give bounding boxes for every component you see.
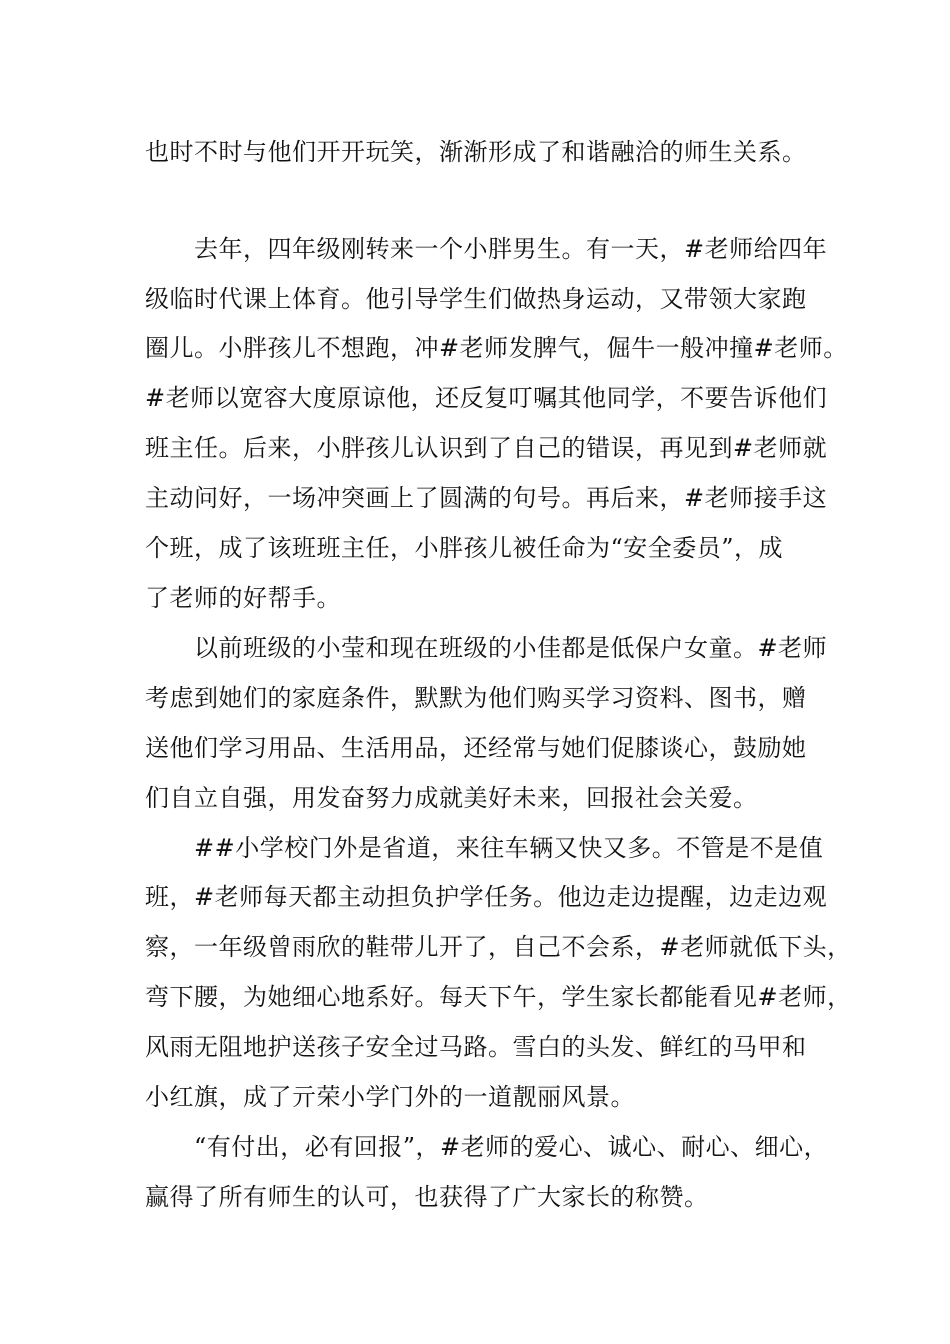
text-line: “有付出，必有回报”，#老师的爱心、诚心、耐心、细心， — [145, 1133, 829, 1161]
text-line: 们自立自强，用发奋努力成就美好未来，回报社会关爱。 — [145, 784, 758, 812]
text-line: 了老师的好帮手。 — [145, 584, 341, 612]
text-line: 小红旗，成了亓荣小学门外的一道靓丽风景。 — [145, 1083, 635, 1111]
text-line: 主动问好，一场冲突画上了圆满的句号。再后来，#老师接手这 — [145, 484, 828, 512]
text-line: 赢得了所有师生的认可，也获得了广大家长的称赞。 — [145, 1183, 709, 1211]
text-line: 弯下腰，为她细心地系好。每天下午，学生家长都能看见#老师， — [145, 983, 852, 1011]
text-line: 察，一年级曾雨欣的鞋带儿开了，自己不会系，#老师就低下头， — [145, 933, 852, 961]
text-line: 也时不时与他们开开玩笑，渐渐形成了和谐融洽的师生关系。 — [145, 138, 807, 166]
text-line: 风雨无阻地护送孩子安全过马路。雪白的头发、鲜红的马甲和 — [145, 1033, 807, 1061]
text-line: 去年，四年级刚转来一个小胖男生。有一天，#老师给四年 — [145, 235, 828, 263]
text-line: 级临时代课上体育。他引导学生们做热身运动，又带领大家跑 — [145, 285, 807, 313]
text-line: 班，#老师每天都主动担负护学任务。他边走边提醒，边走边观 — [145, 883, 828, 911]
text-line: 送他们学习用品、生活用品，还经常与她们促膝谈心，鼓励她 — [145, 734, 807, 762]
text-line: 圈儿。小胖孩儿不想跑，冲#老师发脾气，倔牛一般冲撞#老师。 — [145, 334, 848, 362]
text-line: 以前班级的小莹和现在班级的小佳都是低保户女童。#老师 — [145, 634, 828, 662]
text-line: #老师以宽容大度原谅他，还反复叮嘱其他同学，不要告诉他们 — [145, 384, 828, 412]
text-line: 考虑到她们的家庭条件，默默为他们购买学习资料、图书，赠 — [145, 684, 807, 712]
text-line: 班主任。后来，小胖孩儿认识到了自己的错误，再见到#老师就 — [145, 434, 828, 462]
text-line: 个班，成了该班班主任，小胖孩儿被任命为“安全委员”，成 — [145, 534, 784, 562]
text-line: ##小学校门外是省道，来往车辆又快又多。不管是不是值 — [145, 834, 824, 862]
